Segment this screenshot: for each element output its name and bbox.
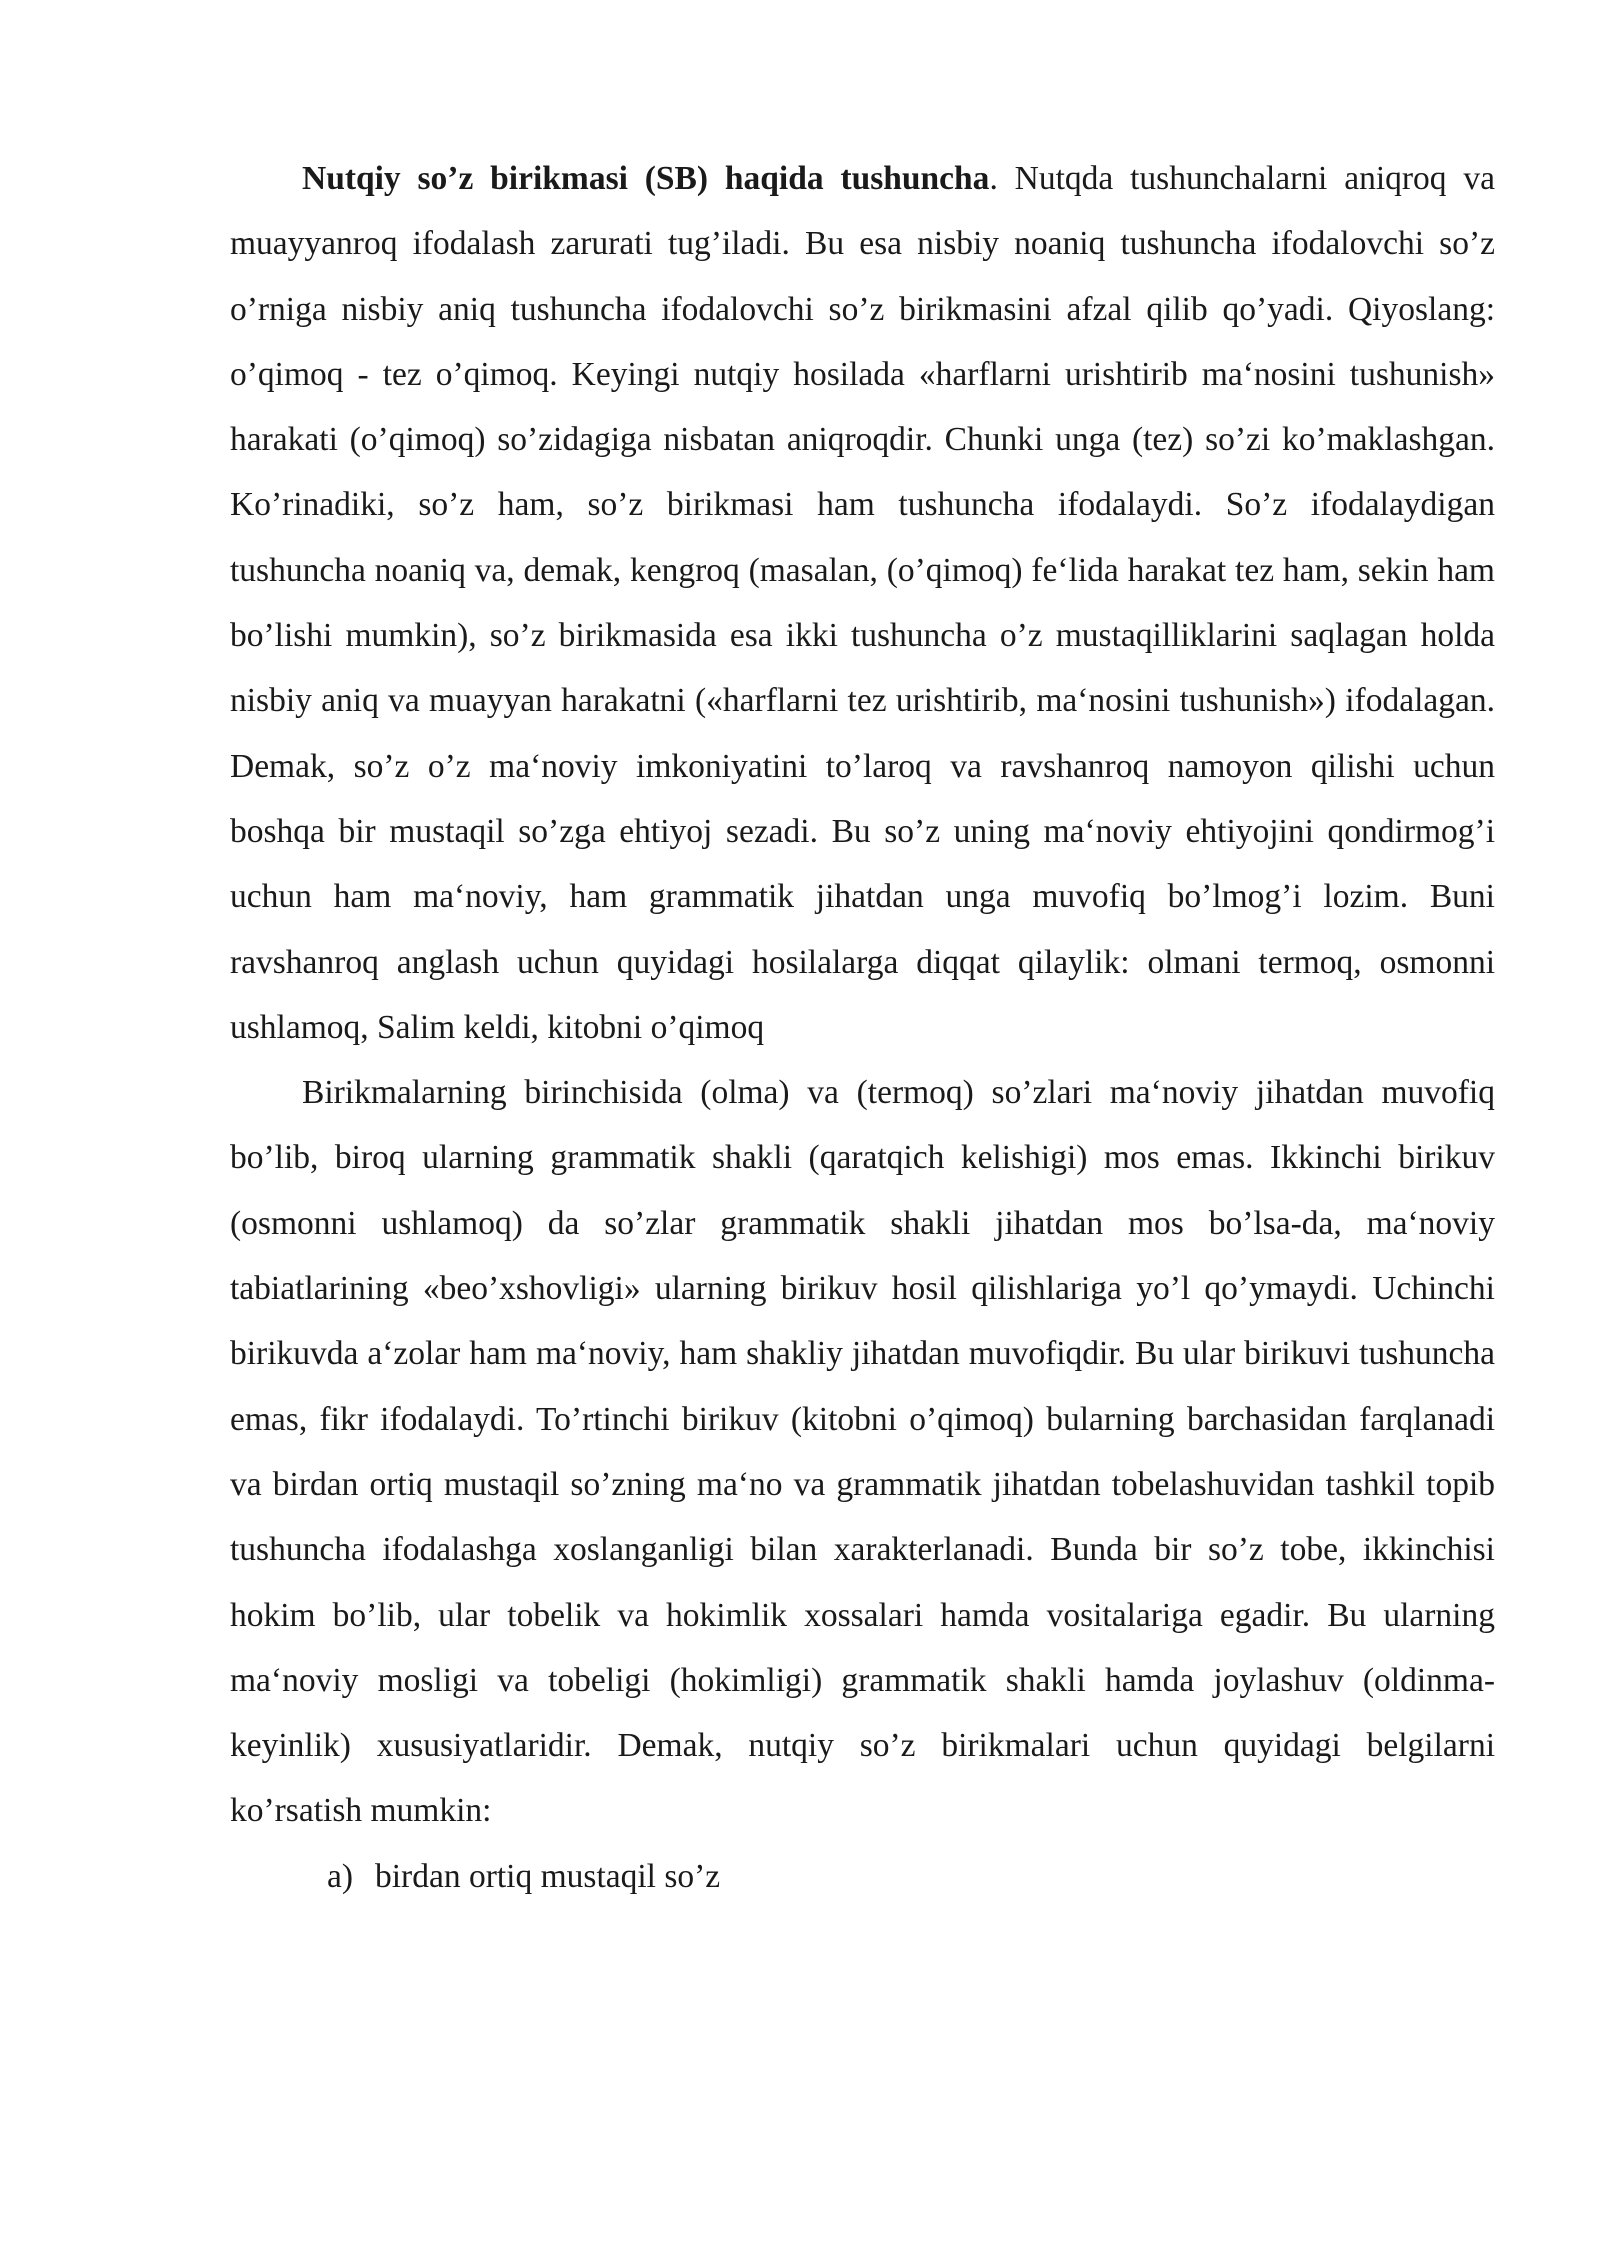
list-item	[230, 1844, 1495, 1909]
paragraph-intro-text: Nutqda tushunchalarni aniqroq va muayyanroq ifodalash zarurati tug’iladi. Bu esa nisbiy noaniq tushuncha ifodalovchi so’z o’rniga nisbiy aniq tushuncha ifodalovchi so’z birikmasini afzal qilib qo’yadi. Qiyoslang: o’qimoq - tez o’qimoq. Keyingi nutqiy hosilada «harflarni urishtirib ma‘nosini tushunish» harakati (o’qimoq) so’zidagiga nisbatan aniqroqdir. Chunki unga (tez) so’zi ko’maklashgan. Ko’rinadiki, so’z ham, so’z birikmasi ham tushuncha ifodalaydi. So’z ifodalaydigan tushuncha noaniq va, demak, kengroq (masalan, (o’qimoq) fe‘lida harakat tez ham, sekin ham bo’lishi mumkin), so’z birikmasida esa ikki tushuncha o’z mustaqilliklarini saqlagan holda nisbiy aniq va muayyan harakatni («harflarni tez urishtirib, ma‘nosini tushunish») ifodalagan. Demak, so’z o’z ma‘noviy imkoniyatini to’laroq va ravshanroq namoyon qilishi uchun boshqa bir mustaqil so’zga ehtiyoj sezadi. Bu so’z uning ma‘noviy ehtiyojini qondirmog’i uchun ham ma‘noviy, ham grammatik jihatdan unga muvofiq bo’lmog’i lozim. Buni ravshanroq anglash uchun quyidagi hosilalarga diqqat qilaylik: olmani termoq, osmonni ushlamoq, Salim keldi, kitobni o’qimoq	[230, 160, 1495, 1046]
heading-punctuation: .	[989, 160, 998, 197]
paragraph-comparison-text: Birikmalarning birinchisida (olma) va (termoq) so’zlari ma‘noviy jihatdan muvofiq bo’lib, biroq ularning grammatik shakli (qaratqich kelishigi) mos emas. Ikkinchi birikuv (osmonni ushlamoq) da so’zlar grammatik shakli jihatdan mos bo’lsa-da, ma‘noviy tabiatlarining «beo’xshovligi» ularning birikuv hosil qilishlariga yo’l qo’ymaydi. Uchinchi birikuvda a‘zolar ham ma‘noviy, ham shakliy jihatdan muvofiqdir. Bu ular birikuvi tushuncha emas, fikr ifodalaydi. To’rtinchi birikuv (kitobni o’qimoq) bularning barchasidan farqlanadi va birdan ortiq mustaqil so’zning ma‘no va grammatik jihatdan tobelashuvidan tashkil topib tushuncha ifodalashga xoslanganligi bilan xarakterlanadi. Bunda bir so’z tobe, ikkinchisi hokim bo’lib, ular tobelik va hokimlik xossalari hamda vositalariga egadir. Bu ularning ma‘noviy mosligi va tobeligi (hokimligi) grammatik shakli hamda joylashuv (oldinma-keyinlik) xususiyatlaridir. Demak, nutqiy so’z birikmalari uchun quyidagi belgilarni ko’rsatish mumkin:	[230, 1074, 1495, 1830]
paragraph-comparison	[230, 1060, 1495, 1844]
feature-list	[230, 1844, 1495, 1909]
section-heading: Nutqiy so’z birikmasi (SB) haqida tushuncha	[302, 160, 990, 197]
list-marker: a)	[327, 1857, 354, 1895]
document-body	[230, 146, 1495, 1909]
list-item-text: birdan ortiq mustaqil so’z	[375, 1857, 721, 1895]
paragraph-intro	[230, 146, 1495, 1060]
